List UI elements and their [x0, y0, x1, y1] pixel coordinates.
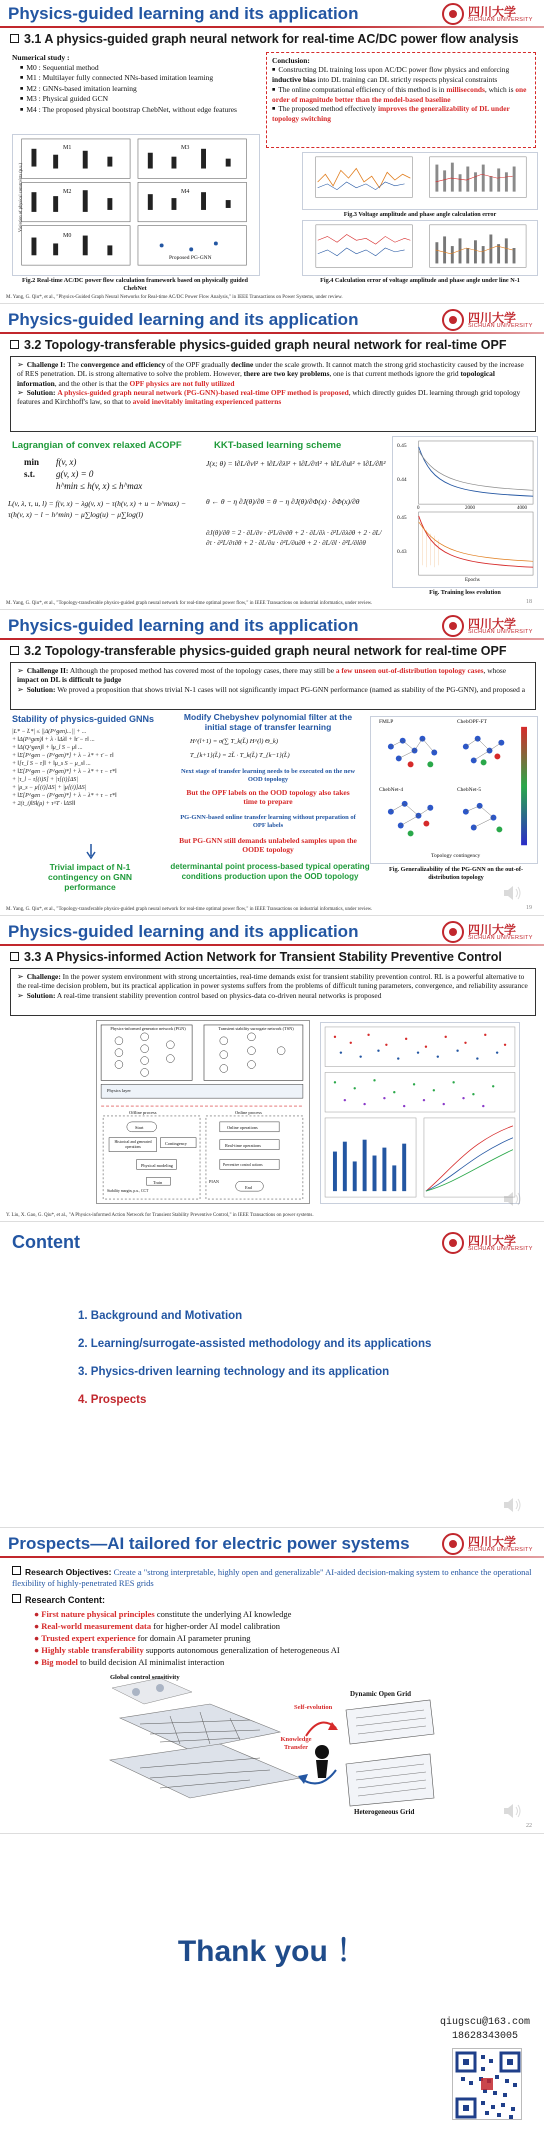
slide-header: [0, 306, 544, 334]
text: Create a "strong interpretable, highly open and generalizable" AI-aided decision-making system to enhance the operational flexibility of highly-penetrated RES grids: [12, 1567, 532, 1588]
text: First nature physical principles: [41, 1609, 155, 1619]
text: , whose: [483, 666, 507, 675]
text: inductive bias: [272, 75, 316, 85]
x-tick: 0: [417, 506, 420, 511]
diagram-label: Online process: [235, 1110, 262, 1115]
x-tick: 4000: [517, 506, 527, 511]
diagram-label: Real-time operations: [225, 1143, 261, 1148]
labels-issue-text: But the OPF labels on the OOD topology also takes time to prepare: [186, 788, 350, 806]
x-tick: 2000: [465, 506, 475, 511]
topology-label: Topology contingency: [431, 853, 481, 859]
cheb-eq-2: T_{k+1}(L̃) = 2L̃ · T_k(L̃) T_{k−1}(L̃): [190, 752, 290, 759]
section-subtitle: [10, 32, 519, 46]
page-number: 22: [526, 1823, 532, 1829]
university-logo: [442, 1533, 538, 1555]
phone[interactable]: 18628343005: [451, 2031, 518, 2042]
slide-title: Physics-guided learning and its application: [8, 616, 359, 635]
study-item: ■ M2 : GNNs-based imitation learning: [20, 84, 262, 95]
square-bullet-icon: [10, 34, 19, 43]
challenge-box: [10, 356, 536, 432]
study-title: Numerical study :: [12, 53, 70, 62]
text: OPF physics are not fully utilized: [129, 378, 235, 388]
slide-header: [0, 0, 544, 28]
logo-text-cn: 四川大学: [468, 1535, 517, 1549]
panel-label: ChebOPF-FT: [457, 719, 487, 725]
solution-item: [17, 991, 529, 1000]
self-evolution-label: Self-evolution: [294, 1704, 333, 1711]
logo-text-en: SICHUAN UNIVERSITY: [468, 1547, 533, 1553]
y-tick: 0.43: [397, 549, 407, 555]
slide-title: Physics-guided learning and its application: [8, 310, 359, 329]
text: Solution:: [26, 387, 56, 397]
seal-icon: [442, 921, 464, 943]
text: constitute the underlying AI knowledge: [156, 1609, 292, 1619]
text: for higher-order AI model calibration: [153, 1621, 281, 1631]
text: min: [24, 457, 40, 467]
text: to build decision AI minimalist interaction: [80, 1657, 225, 1667]
numerical-study: [12, 53, 262, 115]
seal-icon: [442, 1232, 464, 1254]
logo-text-cn: 四川大学: [468, 923, 517, 937]
text: decline: [231, 360, 254, 369]
conclusion-item: [272, 85, 530, 104]
section-subtitle: [10, 644, 507, 658]
speaker-icon: [502, 1191, 522, 1207]
text: A physics-guided graph neural network (PG-GNN)-based real-time OPF method is proposed: [57, 387, 349, 397]
toc-item-background[interactable]: 1. Background and Motivation: [78, 1310, 243, 1322]
unlabeled-text: But PG-GNN still demands unlabeled samples upon the OODE topology: [179, 836, 357, 854]
logo-text-cn: 四川大学: [468, 617, 517, 631]
text: Constructing DL training loss upon AC/DC power flow physics and enforcing: [278, 65, 510, 75]
conclusion-item: [272, 65, 530, 84]
conclusion-box: [266, 52, 536, 148]
reference: Y. Liu, X. Gao, G. Qiu*, et al., "A Physics-informed Action Network for Transient Stability Preventive Control," in IEEE Transactions on power systems.: [6, 1213, 314, 1218]
opf-equation: [24, 456, 142, 492]
training-loss-caption: Fig. Training loss evolution: [429, 589, 501, 596]
slide-title: Physics-guided learning and its application: [8, 922, 359, 941]
diagram-label: Historical and generated operations: [114, 1140, 152, 1149]
text: Research Objectives:: [25, 1567, 112, 1577]
challenge-list: [17, 972, 529, 1000]
slide-3: [0, 612, 544, 916]
dpp-text: determinantal point process-based typical operating conditions production upon the OOD topology: [170, 862, 370, 881]
diagram-label: PIAN: [209, 1179, 220, 1184]
logo-text-cn: 四川大学: [468, 311, 517, 325]
fig3-chart: [302, 152, 538, 210]
text: Research Content:: [25, 1595, 106, 1605]
conclusion-title: Conclusion:: [272, 56, 310, 65]
text: improves the generalizability of DL under topology switching: [272, 104, 510, 124]
text: Challenge II:: [26, 666, 69, 675]
university-logo: [442, 615, 538, 637]
global-sensitivity-label: Global control sensitivity: [110, 1674, 180, 1681]
text: The online computational efficiency of this method is in: [278, 84, 445, 94]
square-bullet-icon: [12, 1594, 21, 1603]
cheb-eq-1: H^(l+1) = σ(∑ T_k(L̃) H^(l) Θ_k): [190, 738, 278, 745]
page-number: 18: [526, 599, 532, 605]
university-logo: [442, 1232, 538, 1254]
update-equation: θ ← θ − η ∂J(θ)/∂θ = θ − η ∂J(θ)/∂Φ(x) · ∂Φ(x)/∂θ: [206, 497, 360, 506]
diagram-label: End: [245, 1185, 252, 1190]
speaker-icon: [502, 1497, 522, 1513]
square-bullet-icon: [10, 952, 19, 961]
page-number: 19: [526, 905, 532, 911]
header-rule: [0, 1556, 544, 1558]
online-transfer-text: PG-GNN-based online transfer learning without preparation of OPF labels: [180, 814, 356, 829]
qr-code-icon: [452, 2048, 522, 2120]
subtitle-text: 3.2 Topology-transferable physics-guided graph neural network for real-time OPF: [24, 644, 507, 658]
panel-label-m1: M1: [63, 145, 72, 151]
table-of-contents: [78, 1310, 431, 1422]
text: milliseconds: [446, 84, 485, 94]
diagram-label: Online operations: [227, 1125, 258, 1130]
text: , and the other is that the: [54, 378, 128, 388]
text: Highly stable transferability: [41, 1645, 144, 1655]
header-rule: [0, 638, 544, 640]
text: Challenge:: [26, 972, 61, 981]
logo-text-en: SICHUAN UNIVERSITY: [468, 1246, 533, 1252]
text: The proposed method effectively: [278, 104, 377, 114]
text: h^min ≤ h(v, x) ≤ h^max: [56, 481, 143, 491]
square-bullet-icon: [10, 340, 19, 349]
slide-2: [0, 306, 544, 610]
email[interactable]: qiugscu@163.com: [439, 2017, 530, 2028]
university-logo: [442, 3, 538, 25]
kkt-title: KKT-based learning scheme: [214, 440, 342, 451]
solution-item: [17, 685, 529, 694]
diagram-label: Physics layer: [107, 1088, 131, 1093]
slide-7-thanks: [0, 1836, 544, 2142]
fig2-box-plot: [12, 134, 260, 276]
logo-text-en: SICHUAN UNIVERSITY: [468, 935, 533, 941]
slide-header: [0, 612, 544, 640]
fig2-caption: Fig.2 Real-time AC/DC power flow calculation framework based on physically guided ChebNet: [22, 277, 248, 292]
diagram-label: Train: [153, 1180, 163, 1185]
text: Real-world measurement data: [41, 1621, 152, 1631]
toc-item-physics[interactable]: 3. Physics-driven learning technology and its application: [78, 1366, 390, 1378]
text: g(v, x) = 0: [56, 469, 94, 479]
text: , which is: [484, 84, 514, 94]
logo-text-en: SICHUAN UNIVERSITY: [468, 323, 533, 329]
logo-text-cn: 四川大学: [468, 1234, 517, 1248]
text: convergence and efficiency: [80, 360, 166, 369]
square-bullet-icon: [12, 1566, 21, 1575]
stability-equation: |L* − L̂*| ≤ ||Δ(P^gen)...|| + ... + ‖Δ(P^gen)‖ + λ · ‖Δλ‖ + ‖τ̄ − τ‖ ... + ‖Δ(Q^gen)‖ + ‖μ_l S − μ‖ ... + ‖Σ[P^gen − (P^gen)*] + λ − λ* + τ̄ − τ‖ + ‖[τ_l S − τ]‖ + ‖μ_s S − μ_s‖ ... + ‖Σ[P^gen − (P^gen)*] + λ − λ* + τ − τ*‖ + |τ_l − τ[(i)S] + |τ[(i)]ΔS| + |μ_s − μ[(i)]ΔS| + |μ[(i)]ΔS| + ‖Σ[P^gen − (P^gen)*] + λ − λ* + τ − τ*‖ + 2(t_i)‖S‖(μ) + τ^T · ‖ΔS‖‖: [12, 728, 176, 846]
contents-title: Content: [12, 1232, 80, 1252]
text: supports autonomous generalization of heterogeneous AI: [145, 1645, 340, 1655]
y-tick: 0.45: [397, 443, 407, 449]
slide-1: [0, 0, 544, 304]
toc-item-prospects[interactable]: 4. Prospects: [78, 1394, 147, 1406]
challenge-list: [17, 666, 529, 694]
subtitle-text: 3.2 Topology-transferable physics-guided graph neural network for real-time OPF: [24, 338, 507, 352]
training-loss-chart: [392, 436, 538, 588]
topology-caption: Fig. Generalizability of the PG-GNN on the out-of-distribution topology: [388, 866, 524, 881]
text: under the scale growth. It cannot match the strong grid stochasticity caused by the increase of RES penetration. DL is strong alternative to solve the problem. However,: [17, 360, 524, 379]
diagram-label: Contingency: [165, 1141, 187, 1146]
challenge-box: [10, 968, 536, 1016]
text: In the power system environment with strong uncertainties, real-time demands exist for transient stability prevention control. RL is a powerful alternative to the real-time decision problem, but its practical application in power systems suffers from the problems of difficult tuning parameters, convergence, and reliability assurance: [17, 972, 528, 991]
lagrangian-equation: L(v, λ, τ, u, l) = f(v, x) − λg(v, x) − τ(h(v, x) + u − h^max) − τ(h(v, x) − l − h^min) − μ∑log(u) − μ∑log(l): [8, 499, 186, 519]
slide-4: [0, 918, 544, 1222]
toc-item-learning[interactable]: 2. Learning/surrogate-assisted methodology and its applications: [78, 1338, 432, 1350]
prospects-illustration: [100, 1674, 440, 1822]
text: of the OPF gradually: [167, 360, 230, 369]
slide-title: Prospects—AI tailored for electric power systems: [8, 1534, 410, 1553]
reference: M. Yang, G. Qiu*, et al., "Topology-transferable physics-guided graph neural network for real-time optimal power flow," in IEEE Transactions on industrial informatics, under review.: [6, 907, 373, 912]
fig4-chart: [302, 220, 538, 276]
content-item: ● First nature physical principles constitute the underlying AI knowledge: [34, 1609, 292, 1619]
text: avoid inevitably imitating experienced patterns: [132, 397, 282, 407]
diagram-label: Preventive control actions: [223, 1163, 263, 1167]
diagram-label: Start: [135, 1125, 144, 1130]
university-logo: [442, 309, 538, 331]
seal-icon: [442, 309, 464, 331]
conclusion-list: [272, 65, 530, 123]
text: Although the proposed method has covered most of the topology cases, there may still be: [69, 666, 335, 675]
diagram-label: Physics-informed generator network (PGN): [110, 1026, 186, 1031]
content-item: ● Big model to build decision AI minimalist interaction: [34, 1657, 225, 1667]
trivial-impact: Trivial impact of N-1 contingency on GNN performance: [47, 862, 133, 892]
challenge-box: [10, 662, 536, 710]
slide-5-contents: [0, 1224, 544, 1528]
study-item: ■ M0 : Sequential method: [20, 63, 262, 74]
content-item: ● Trusted expert experience for domain AI parameter pruning: [34, 1633, 251, 1643]
text: impact on DL is difficult to judge: [17, 675, 122, 685]
pian-diagram: [96, 1020, 310, 1204]
text: We proved a proposition that shows trivial N-1 cases will not significantly impact PG-GNN performance (named as stability of the PG-GNN), and proposed a: [57, 684, 525, 694]
diagram-label: Transient stability surrogate network (TSN): [218, 1026, 294, 1031]
challenge-item: [17, 360, 529, 388]
reference: M. Yang, G. Qiu*, et al., "Topology-transferable physics-guided graph neural network for real-time optimal power flow," in IEEE Transactions on industrial informatics, under review.: [6, 601, 373, 606]
y-tick: 0.44: [397, 477, 407, 483]
text: , which directly guides DL learning through grid topology features and Kirchhoff's law, so that to: [17, 387, 521, 407]
content-item: ● Highly stable transferability supports autonomous generalization of heterogeneous AI: [34, 1645, 340, 1655]
content-item: ● Real-world measurement data for higher-order AI model calibration: [34, 1621, 281, 1631]
fig3-caption: Fig.3 Voltage amplitude and phase angle calculation error: [343, 211, 497, 218]
slide-title: Physics-guided learning and its application: [8, 4, 359, 23]
challenge-list: [17, 360, 529, 406]
slide-6-prospects: [0, 1530, 544, 1834]
study-item: ■ M3 : Physical guided GCN: [20, 94, 262, 105]
section-subtitle: [10, 950, 502, 964]
text: The: [67, 360, 79, 369]
study-item: ■ M4 : The proposed physical bootstrap ChebNet, without edge features: [20, 105, 262, 116]
heterogeneous-grid-label: Heterogeneous Grid: [354, 1808, 415, 1816]
x-label: Epochs: [465, 578, 480, 583]
results-charts: [320, 1022, 520, 1204]
speaker-icon: [502, 885, 522, 901]
text: , one is that current methods ignore the grid: [329, 369, 459, 379]
research-content-list: [34, 1608, 340, 1668]
text: |L* − L̂*| ≤ ||Δ(P^gen)...|| + ...: [12, 729, 87, 735]
text: Challenge I:: [26, 360, 66, 369]
header-rule: [0, 332, 544, 334]
diagram-label: Physical modeling: [141, 1163, 173, 1168]
lagrangian-title: Lagrangian of convex relaxed ACOPF: [12, 440, 182, 451]
logo-text-en: SICHUAN UNIVERSITY: [468, 629, 533, 635]
fig4-caption: Fig.4 Calculation error of voltage amplitude and phase angle under line N-1: [320, 277, 520, 284]
study-list: [12, 63, 262, 116]
stability-title: Stability of physics-guided GNNs: [12, 714, 155, 724]
text: Solution:: [26, 990, 56, 1000]
contact-info: [440, 2016, 530, 2044]
text: one order of magnitude better than the model-based baseline: [272, 84, 527, 104]
y-tick: 0.45: [397, 515, 407, 521]
knowledge-transfer-label: Knowledge Transfer: [280, 1736, 312, 1751]
kkt-equation: J(x; θ) = ‖∂L/∂v‖² + ‖∂L/∂λ‖² + ‖∂L/∂τ‖² + ‖∂L/∂u‖² + ‖∂L/∂l‖²: [206, 459, 386, 468]
seal-icon: [442, 3, 464, 25]
chebyshev-title: Modify Chebyshev polynomial filter at the initial stage of transfer learning: [183, 712, 353, 732]
text: f(v, x): [56, 457, 77, 467]
gradient-equation: ∂J(θ)/∂θ = 2 · ∂L/∂v · ∂²L/∂v∂θ + 2 · ∂L/∂λ · ∂²L/∂λ∂θ + 2 · ∂L/∂τ · ∂²L/∂τ∂θ + 2 · ∂L/∂u · ∂²L/∂u∂θ + 2 · ∂L/∂l · ∂²L/∂l∂θ: [206, 529, 382, 547]
seal-icon: [442, 615, 464, 637]
diagram-label: Stability margin, p.u., CCT: [107, 1189, 149, 1193]
logo-text-en: SICHUAN UNIVERSITY: [468, 17, 533, 23]
text: for domain AI parameter pruning: [137, 1633, 251, 1643]
subtitle-text: 3.3 A Physics-informed Action Network for Transient Stability Preventive Control: [24, 950, 502, 964]
university-logo: [442, 921, 538, 943]
panel-label-m4: M4: [181, 189, 190, 195]
panel-label: ChebNet-4: [379, 787, 404, 793]
logo-text-cn: 四川大学: [468, 5, 517, 19]
header-rule: [0, 26, 544, 28]
text: a few unseen out-of-distribution topology cases: [335, 666, 484, 675]
thank-you-heading: Thank you ！: [177, 1935, 367, 1968]
challenge-item: [17, 666, 529, 685]
challenge-item: [17, 972, 529, 991]
text: into DL training can DL strictly respects physical constraints: [317, 75, 498, 85]
conclusion-item: [272, 104, 530, 123]
diagram-label: Offline process: [129, 1110, 157, 1115]
seal-icon: [442, 1533, 464, 1555]
research-objectives: [12, 1566, 532, 1589]
slide-header: [0, 918, 544, 946]
speaker-icon: [502, 1803, 522, 1819]
research-content-label: [12, 1594, 105, 1605]
fig-legend: Proposed PG-GNN: [169, 255, 212, 261]
next-stage-text: Next stage of transfer learning needs to be executed on the new OOD topology: [180, 768, 356, 783]
panel-label-m2: M2: [63, 189, 72, 195]
header-rule: [0, 944, 544, 946]
text: s.t.: [24, 469, 35, 479]
text: Trusted expert experience: [41, 1633, 136, 1643]
panel-label-m3: M3: [181, 145, 190, 151]
topology-generalization-fig: [370, 716, 538, 864]
section-subtitle: [10, 338, 507, 352]
panel-label-m0: M0: [63, 233, 72, 239]
subtitle-text: 3.1 A physics-guided graph neural network for real-time AC/DC power flow analysis: [24, 32, 519, 46]
text: there are two key problems: [243, 369, 330, 379]
fig-ylabel: Violation of physical constraints (p.u.): [17, 162, 23, 233]
study-item: ■ M1 : Multilayer fully connected NNs-based imitation learning: [20, 73, 262, 84]
text: A real-time transient stability prevention control based on physics-data co-driven neural networks is proposed: [56, 990, 382, 1000]
text: Solution:: [26, 684, 56, 694]
arrow-icon: [86, 844, 96, 862]
panel-label: ChebNet-5: [457, 787, 482, 793]
panel-label: FMLP: [379, 719, 394, 725]
slide-header: [0, 1530, 544, 1558]
text: topological information: [17, 369, 495, 388]
square-bullet-icon: [10, 646, 19, 655]
text: Big model: [41, 1657, 78, 1667]
dynamic-grid-label: Dynamic Open Grid: [350, 1690, 412, 1698]
solution-item: [17, 388, 529, 407]
reference: M. Yang, G. Qiu*, et al., "Physics-Guided Graph Neural Networks for Real-time AC/DC Power Flow Analysis," in IEEE Transactions on Power Systems, under review.: [6, 295, 343, 300]
